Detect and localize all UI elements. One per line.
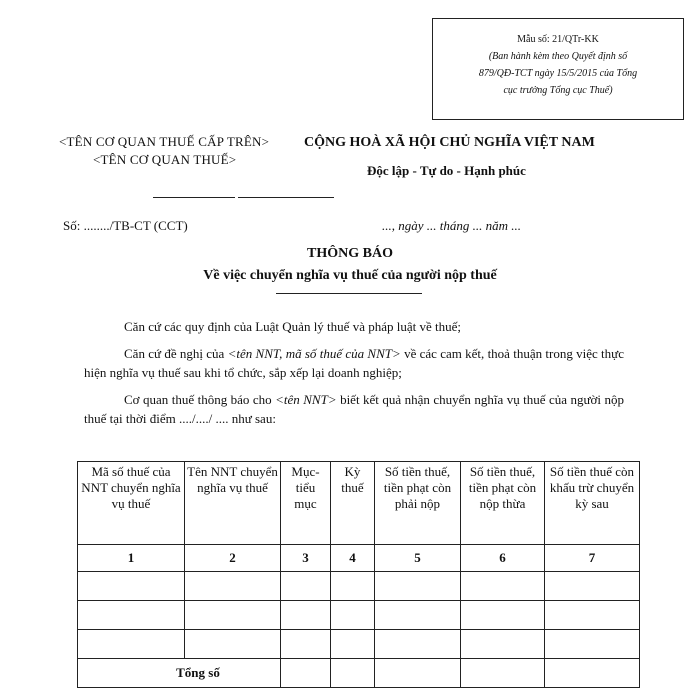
form-code-box (432, 18, 684, 120)
table-cell (375, 572, 461, 601)
table-cell (375, 601, 461, 630)
table-cell (331, 601, 375, 630)
header-cell: Số tiền thuế, tiền phạt còn nộp thừa (461, 462, 545, 545)
table-number-row (78, 545, 640, 572)
paragraph-notice (84, 390, 624, 428)
agency-name: <TÊN CƠ QUAN THUẾ> (93, 152, 237, 167)
table-header-row (78, 462, 640, 545)
table-cell (281, 630, 331, 659)
paragraph-request (84, 344, 624, 382)
p2-pre: Căn cứ đề nghị của (124, 346, 228, 361)
table-cell (281, 601, 331, 630)
table-cell (545, 630, 640, 659)
agency-underline-right (238, 197, 334, 198)
national-motto: Độc lập - Tự do - Hạnh phúc (367, 163, 526, 178)
parent-agency-name: <TÊN CƠ QUAN THUẾ CẤP TRÊN> (59, 134, 270, 149)
table-cell (185, 601, 281, 630)
p2-taxpayer-placeholder: <tên NNT, mã số thuế của NNT> (227, 346, 401, 361)
table-row (78, 630, 640, 659)
column-number: 4 (331, 545, 375, 572)
column-number: 3 (281, 545, 331, 572)
header-cell: Số tiền thuế, tiền phạt còn phải nộp (375, 462, 461, 545)
form-issue-line-3: cục trưởng Tổng cục Thuế) (503, 85, 613, 96)
header-cell: Số tiền thuế còn khấu trừ chuyển kỳ sau (545, 462, 640, 545)
table-cell (78, 572, 185, 601)
column-number: 7 (545, 545, 640, 572)
p3-taxpayer-placeholder: <tên NNT> (275, 392, 337, 407)
header-cell: Tên NNT chuyển nghĩa vụ thuế (185, 462, 281, 545)
table-cell (331, 572, 375, 601)
table-cell (331, 659, 375, 688)
p3-post: biết kết quả nhận chuyển nghĩa vụ thuế của người nộp thuế tại thời điểm ..../..../ .... như sau: (84, 392, 624, 426)
table-cell (375, 659, 461, 688)
table-cell (78, 601, 185, 630)
document-number: Số: ......../TB-CT (CCT) (63, 218, 188, 233)
notice-title: THÔNG BÁO (307, 246, 393, 261)
table-cell (375, 630, 461, 659)
tax-transfer-table (77, 461, 640, 688)
table-row (78, 601, 640, 630)
column-number: 1 (78, 545, 185, 572)
table-total-row (78, 659, 640, 688)
table-cell (461, 572, 545, 601)
title-underline (276, 293, 422, 294)
table-row (78, 572, 640, 601)
form-code: Mẫu số: 21/QTr-KK (517, 34, 599, 45)
document-date: ..., ngày ... tháng ... năm ... (382, 218, 522, 233)
table-cell (461, 659, 545, 688)
table-cell (78, 630, 185, 659)
header-cell: Mục-tiểu mục (281, 462, 331, 545)
nation-name: CỘNG HOÀ XÃ HỘI CHỦ NGHĨA VIỆT NAM (304, 135, 595, 150)
p3-pre: Cơ quan thuế thông báo cho (124, 392, 276, 407)
agency-underline (153, 197, 235, 198)
paragraph-legal-basis: Căn cứ các quy định của Luật Quản lý thuế và pháp luật về thuế; (124, 319, 461, 334)
table-cell (461, 601, 545, 630)
table-cell (281, 572, 331, 601)
total-label: Tổng số (78, 659, 281, 688)
p2-post: về các cam kết, thoả thuận trong việc thực hiện nghĩa vụ thuế sau khi tổ chức, sắp xếp lại doanh nghiệp; (84, 346, 624, 380)
table-cell (461, 630, 545, 659)
table-cell (545, 572, 640, 601)
header-cell: Kỳ thuế (331, 462, 375, 545)
column-number: 2 (185, 545, 281, 572)
table-cell (331, 630, 375, 659)
table-cell (545, 659, 640, 688)
header-cell: Mã số thuế của NNT chuyển nghĩa vụ thuế (78, 462, 185, 545)
table-cell (185, 572, 281, 601)
table-cell (545, 601, 640, 630)
table-cell (185, 630, 281, 659)
form-issue-line-1: (Ban hành kèm theo Quyết định số (488, 51, 628, 62)
column-number: 6 (461, 545, 545, 572)
notice-subtitle: Về việc chuyển nghĩa vụ thuế của người nộp thuế (203, 268, 497, 283)
form-issue-line-2: 879/QĐ-TCT ngày 15/5/2015 của Tổng (478, 68, 638, 79)
table-cell (281, 659, 331, 688)
column-number: 5 (375, 545, 461, 572)
